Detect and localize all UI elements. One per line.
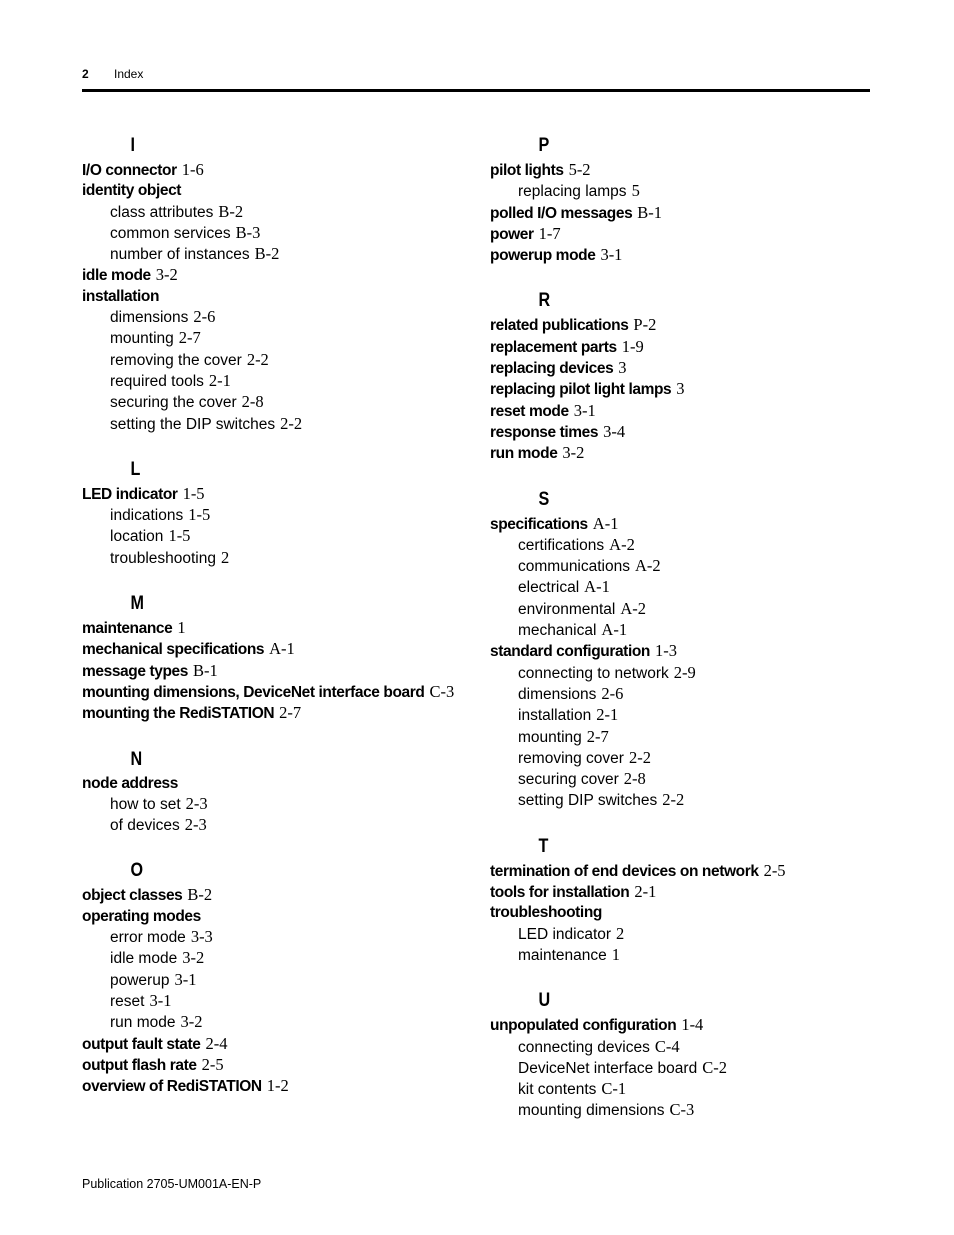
page-reference: A-2 [620, 598, 647, 618]
index-entry [82, 774, 482, 794]
index-entry [490, 224, 890, 245]
index-term: reset [110, 992, 145, 1010]
page-reference: A-1 [584, 577, 610, 597]
index-term: DeviceNet interface board [518, 1059, 698, 1077]
index-subentry [82, 970, 482, 991]
page-reference: 1 [177, 618, 186, 638]
index-term: message types [82, 662, 188, 680]
page-reference: 2-2 [628, 747, 651, 767]
page-reference: B-2 [254, 244, 280, 264]
index-section-i [82, 134, 482, 435]
page-reference: 2-6 [601, 683, 624, 703]
index-term: mechanical [518, 622, 597, 640]
index-term: environmental [518, 600, 616, 618]
page-reference: A-1 [592, 513, 619, 533]
page-reference: 1-5 [168, 526, 191, 546]
page-reference: 2-2 [246, 349, 269, 369]
index-term: installation [518, 707, 592, 725]
header-rule [82, 89, 870, 92]
index-subentry [490, 535, 890, 556]
index-subentry [82, 202, 482, 223]
index-term: maintenance [82, 620, 173, 638]
index-subentry [490, 748, 890, 769]
index-term: powerup [110, 971, 170, 989]
index-term: number of instances [110, 246, 250, 264]
index-term: installation [82, 287, 160, 305]
index-term: mechanical specifications [82, 641, 265, 659]
index-term: removing cover [518, 749, 624, 767]
page-reference: C-3 [429, 681, 455, 701]
page-reference: A-1 [601, 620, 628, 640]
page-reference: B-2 [218, 201, 244, 221]
running-header [82, 66, 143, 82]
index-term: indications [110, 507, 184, 525]
index-entry [82, 907, 482, 927]
index-term: LED indicator [82, 485, 178, 503]
index-term: certifications [518, 536, 605, 554]
page-reference: 2-7 [279, 703, 302, 723]
index-term: tools for installation [490, 884, 630, 902]
index-term: operating modes [82, 907, 201, 925]
index-entry [82, 160, 482, 181]
index-subentry [490, 769, 890, 790]
index-column-right [490, 134, 890, 1145]
index-subentry [82, 350, 482, 371]
page-reference: 2-2 [662, 790, 685, 810]
index-subentry [82, 815, 482, 836]
index-section-s [490, 488, 890, 812]
index-term: mounting dimensions, DeviceNet interface board [82, 683, 425, 701]
index-subentry [82, 223, 482, 244]
index-entry [82, 885, 482, 906]
section-letter: S [538, 488, 550, 510]
index-term: standard configuration [490, 643, 650, 661]
page-reference: 2-1 [208, 370, 231, 390]
page-reference: 5 [631, 181, 640, 201]
index-term: troubleshooting [490, 904, 602, 922]
index-entry [490, 882, 890, 903]
page-reference: C-2 [702, 1057, 727, 1077]
page-reference: A-1 [269, 639, 295, 659]
index-subentry [490, 684, 890, 705]
index-subentry [490, 1058, 890, 1079]
page-reference: C-3 [669, 1100, 695, 1120]
page-reference: 1-2 [266, 1076, 289, 1096]
index-subentry [82, 548, 482, 569]
page-reference: 1 [611, 944, 621, 964]
index-term: related publications [490, 317, 629, 335]
index-term: pilot lights [490, 162, 564, 179]
index-term: how to set [110, 795, 181, 813]
index-term: setting the DIP switches [110, 415, 276, 433]
index-entry [82, 1055, 482, 1076]
index-term: polled I/O messages [490, 204, 633, 222]
index-subentry [490, 599, 890, 620]
page-reference: 2-7 [586, 726, 609, 746]
index-subentry [490, 577, 890, 598]
page-reference: 1-5 [182, 483, 205, 503]
index-term: replacing lamps [518, 183, 627, 201]
index-term: identity object [82, 182, 182, 200]
index-entry [490, 203, 890, 224]
index-entry [82, 1076, 482, 1097]
index-term: node address [82, 774, 178, 792]
index-entry [82, 682, 482, 703]
index-subentry [82, 927, 482, 948]
page-reference: B-2 [187, 885, 213, 905]
index-term: securing cover [518, 771, 619, 789]
index-term: replacing pilot light lamps [490, 381, 672, 399]
page-reference: 3-2 [155, 265, 178, 285]
index-term: securing the cover [110, 394, 237, 412]
index-subentry [82, 392, 482, 413]
section-letter: P [538, 135, 550, 156]
index-term: output fault state [82, 1035, 201, 1053]
publication-footer: Publication 2705-UM001A-EN-P [82, 1177, 262, 1191]
index-term: connecting to network [518, 664, 669, 682]
index-term: connecting devices [518, 1038, 650, 1056]
index-entry [490, 358, 890, 379]
index-entry [490, 861, 890, 882]
index-term: specifications [490, 515, 588, 533]
page-reference: 2-3 [185, 793, 208, 813]
section-letter: M [130, 593, 144, 615]
page-reference: 2-5 [201, 1054, 224, 1074]
index-entry [490, 422, 890, 443]
page-reference: 2-1 [634, 882, 657, 902]
index-section-o [82, 859, 482, 1097]
index-subentry [82, 505, 482, 526]
index-entry [82, 639, 482, 660]
index-entry [490, 443, 890, 464]
index-term: mounting [518, 728, 582, 746]
index-term: overview of RediSTATION [82, 1078, 262, 1096]
index-term: mounting dimensions [518, 1102, 665, 1120]
page-reference: 3-4 [603, 421, 626, 441]
page-reference: 1-6 [181, 160, 204, 179]
index-subentry [490, 727, 890, 748]
page-reference: 3-2 [180, 1012, 203, 1032]
index-term: location [110, 528, 164, 546]
index-term: of devices [110, 817, 180, 835]
page-reference: 2-8 [241, 392, 264, 412]
page-reference: C-1 [601, 1079, 627, 1099]
index-term: required tools [110, 372, 204, 390]
index-section-r [490, 289, 890, 464]
index-term: power [490, 225, 534, 243]
index-term: dimensions [518, 685, 597, 703]
page-reference: A-2 [635, 556, 661, 576]
index-term: I/O connector [82, 162, 177, 179]
index-section-n [82, 748, 482, 837]
page-reference: 2-5 [763, 860, 786, 880]
index-entry [82, 661, 482, 682]
index-term: communications [518, 558, 630, 576]
index-entry [490, 641, 890, 662]
section-letter: U [538, 990, 551, 1012]
page-reference: 3-2 [182, 948, 205, 968]
index-subentry [82, 307, 482, 328]
index-section-u [490, 989, 890, 1121]
section-letter: L [130, 458, 141, 480]
page-reference: 2-7 [178, 328, 201, 348]
page-reference: 1-5 [188, 505, 211, 525]
index-term: unpopulated configuration [490, 1017, 677, 1035]
index-term: reset mode [490, 402, 569, 420]
header-section-title: Index [114, 67, 144, 81]
index-term: idle mode [110, 950, 178, 968]
index-subentry [490, 620, 890, 641]
index-term: mounting [110, 330, 174, 348]
index-subentry [490, 1037, 890, 1058]
page-reference: 2-3 [184, 815, 207, 835]
index-subentry [82, 526, 482, 547]
page-reference: 2-4 [205, 1033, 228, 1053]
index-section-p [490, 134, 890, 266]
index-entry [490, 160, 890, 181]
index-term: kit contents [518, 1081, 597, 1099]
index-subentry [82, 948, 482, 969]
index-term: mounting the RediSTATION [82, 705, 275, 723]
index-subentry [82, 244, 482, 265]
page-reference: 3 [618, 358, 627, 378]
index-entry [490, 245, 890, 266]
index-term: troubleshooting [110, 549, 216, 567]
index-section-l [82, 458, 482, 569]
section-letter: I [130, 135, 135, 156]
section-letter: N [130, 748, 143, 770]
index-term: replacing devices [490, 360, 614, 378]
page-reference: 1-4 [681, 1015, 704, 1035]
index-subentry [490, 924, 890, 945]
page-reference: 1-3 [654, 641, 677, 661]
index-subentry [82, 328, 482, 349]
index-subentry [490, 556, 890, 577]
index-subentry [82, 414, 482, 435]
index-term: idle mode [82, 267, 151, 285]
index-entry [82, 618, 482, 639]
index-subentry [490, 705, 890, 726]
index-entry [82, 181, 482, 201]
section-letter: T [538, 835, 549, 857]
index-entry [490, 514, 890, 535]
page-reference: 3-3 [190, 927, 213, 947]
index-entry [490, 315, 890, 336]
index-term: setting DIP switches [518, 792, 658, 810]
index-term: removing the cover [110, 351, 242, 369]
page-number: 2 [82, 67, 89, 81]
index-subentry [490, 663, 890, 684]
index-term: powerup mode [490, 247, 596, 265]
page-reference: 2-1 [596, 705, 619, 725]
index-entry [490, 379, 890, 400]
index-subentry [82, 371, 482, 392]
index-term: class attributes [110, 203, 214, 221]
index-subentry [82, 794, 482, 815]
index-entry [490, 903, 890, 923]
section-letter: R [538, 290, 551, 312]
index-entry [490, 337, 890, 358]
index-term: common services [110, 224, 231, 242]
index-term: output flash rate [82, 1056, 197, 1074]
page-reference: 2-6 [193, 307, 216, 327]
page-reference: 2 [221, 547, 230, 567]
index-section-m [82, 592, 482, 724]
section-letter: O [130, 860, 144, 882]
index-entry [82, 484, 482, 505]
page-reference: B-1 [192, 660, 218, 680]
index-subentry [490, 181, 890, 202]
page-reference: 2 [616, 923, 625, 943]
page-reference: 3-1 [573, 400, 596, 420]
page-reference: 1-9 [621, 336, 644, 356]
index-entry [82, 1034, 482, 1055]
page-reference: A-2 [609, 534, 635, 554]
page-reference: P-2 [633, 315, 657, 335]
page-reference: 2-9 [673, 662, 696, 682]
index-term: run mode [490, 445, 558, 463]
index-subentry [82, 1012, 482, 1033]
index-term: maintenance [518, 946, 607, 964]
page-reference: 2-8 [623, 769, 646, 789]
page-reference: 5-2 [568, 160, 591, 179]
page-reference: 2-2 [280, 413, 303, 433]
index-entry [82, 265, 482, 286]
index-section-t [490, 835, 890, 966]
index-subentry [490, 790, 890, 811]
index-term: replacement parts [490, 338, 617, 356]
index-term: electrical [518, 579, 580, 597]
page-reference: 3-1 [174, 969, 197, 989]
index-subentry [490, 1100, 890, 1121]
page-reference: 3-2 [562, 443, 585, 463]
index-term: response times [490, 423, 599, 441]
page-reference: 1-7 [538, 223, 561, 243]
index-subentry [82, 991, 482, 1012]
index-column-left [82, 134, 482, 1120]
index-entry [82, 703, 482, 724]
index-term: termination of end devices on network [490, 862, 759, 880]
index-entry [490, 1015, 890, 1036]
page-reference: B-1 [637, 202, 663, 222]
page-reference: B-3 [235, 222, 261, 242]
index-subentry [490, 1079, 890, 1100]
index-term: dimensions [110, 309, 189, 327]
page-reference: C-4 [654, 1036, 680, 1056]
index-term: error mode [110, 929, 186, 947]
index-entry [490, 401, 890, 422]
index-entry [82, 287, 482, 307]
index-term: LED indicator [518, 925, 612, 943]
page-reference: 3-1 [149, 990, 172, 1010]
index-term: object classes [82, 887, 183, 905]
index-subentry [490, 945, 890, 966]
page-reference: 3-1 [600, 245, 623, 265]
page-reference: 3 [676, 379, 685, 399]
index-term: run mode [110, 1014, 176, 1032]
